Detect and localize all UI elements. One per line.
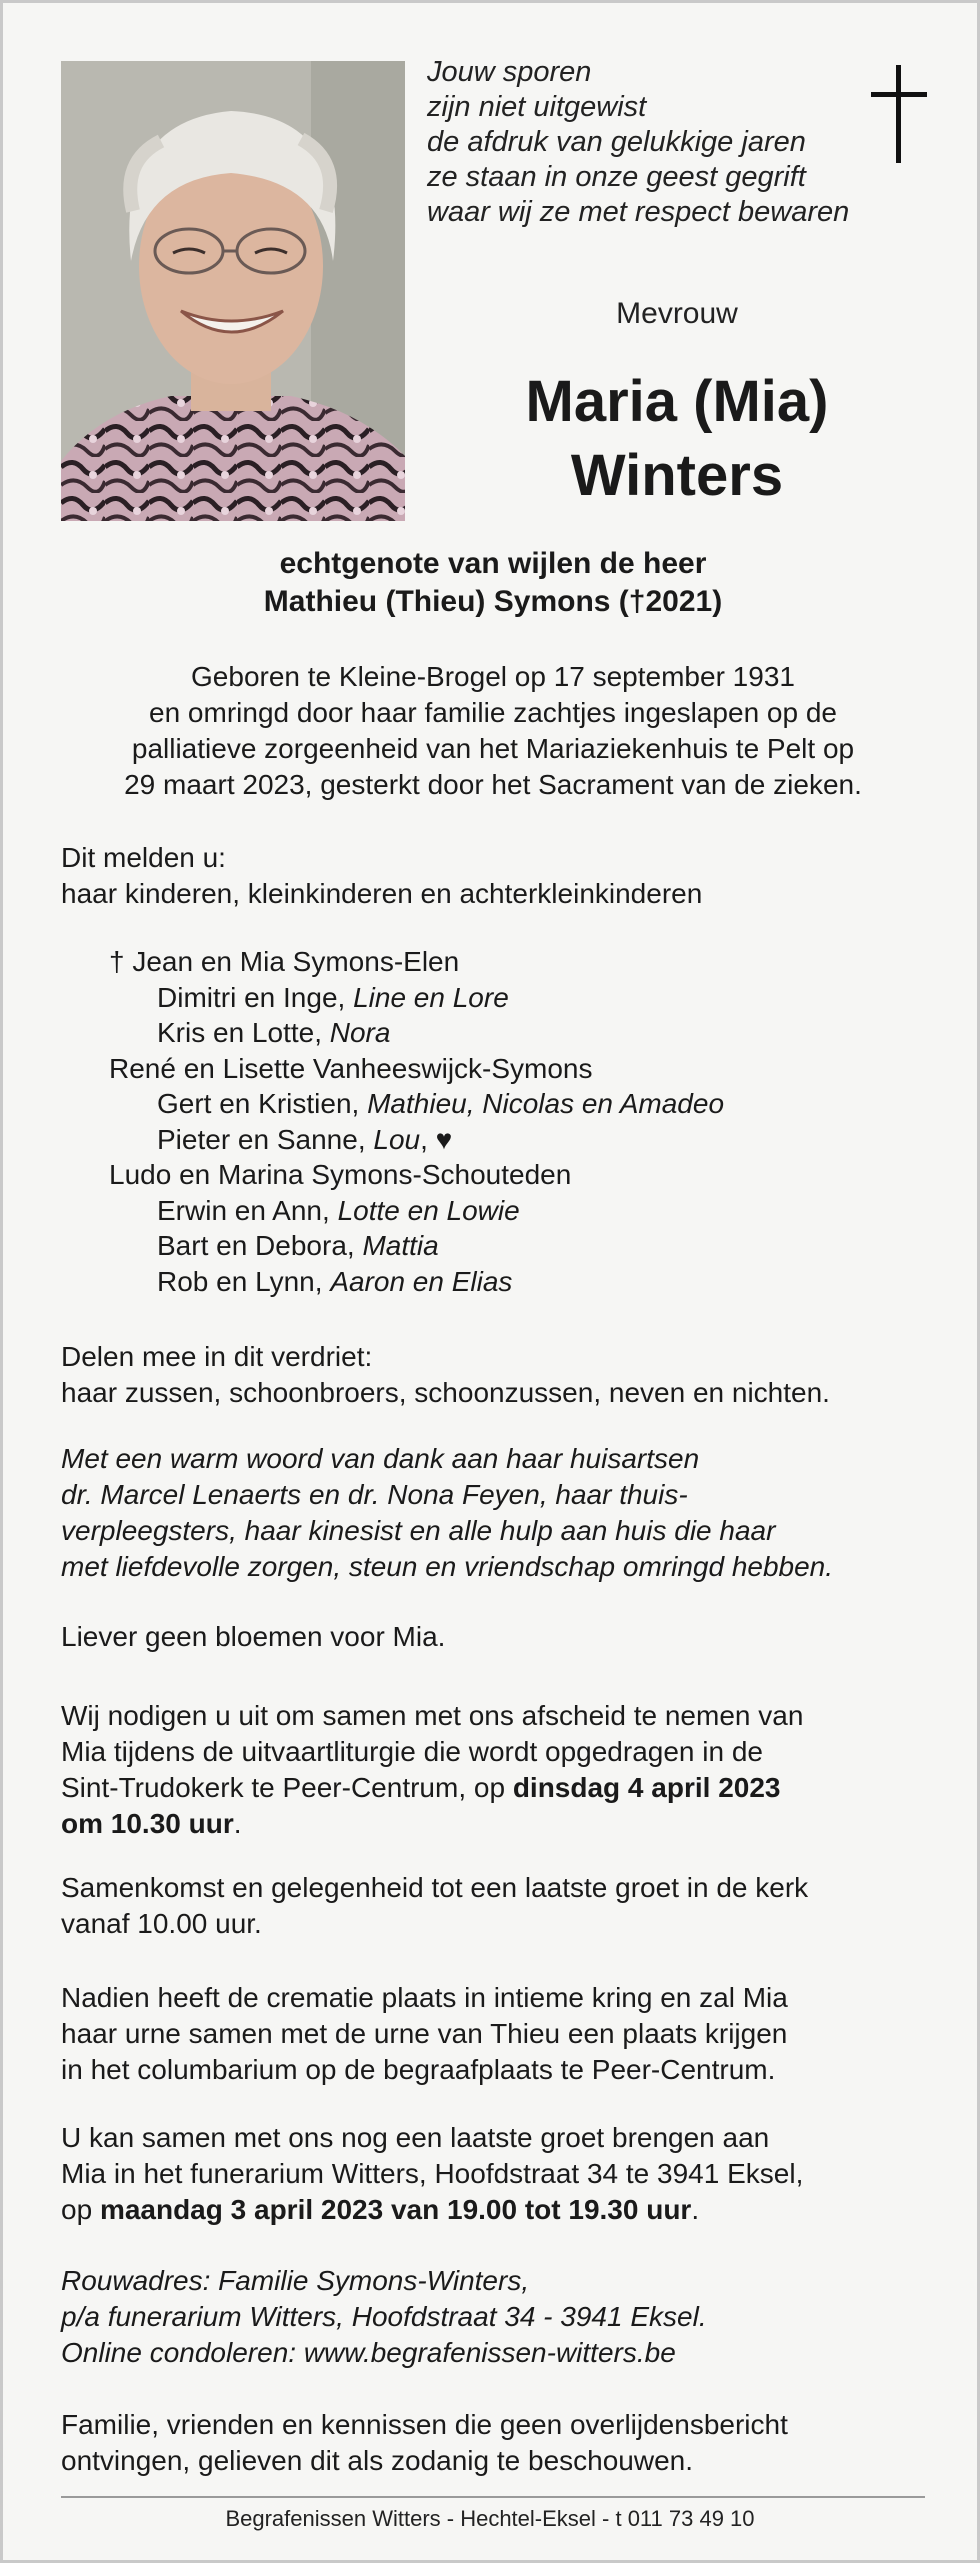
spouse-info — [43, 545, 943, 621]
visit-line: op maandag 3 april 2023 van 19.00 tot 19.30 uur. — [61, 2194, 700, 2225]
share-grief — [61, 1339, 931, 1411]
family-line: Kris en Lotte, Nora — [157, 1017, 391, 1048]
invite-line: Mia tijdens de uitvaartliturgie die wordt opgedragen in de — [61, 1736, 763, 1767]
born-line: en omringd door haar familie zachtjes ingeslapen op de — [149, 697, 837, 728]
closing-line: ontvingen, gelieven dit als zodanig te beschouwen. — [61, 2445, 693, 2476]
announce-line: haar kinderen, kleinkinderen en achterkleinkinderen — [61, 878, 703, 909]
honorific: Mevrouw — [616, 297, 738, 330]
closing-note — [61, 2407, 931, 2479]
family-line: Dimitri en Inge, Line en Lore — [157, 981, 509, 1013]
cremation-line: Nadien heeft de crematie plaats in intieme kring en zal Mia — [61, 1982, 788, 2013]
announcement — [61, 840, 931, 912]
family-line: Bart en Debora, Mattia — [157, 1230, 439, 1261]
family-line: Gert en Kristien, Mathieu, Nicolas en Amadeo — [157, 1088, 725, 1119]
closing-line: Familie, vrienden en kennissen die geen overlijdensbericht — [61, 2409, 788, 2440]
spouse-line: echtgenote van wijlen de heer — [279, 547, 707, 580]
funeral-home-footer: Begrafenissen Witters - Hechtel-Eksel - t 011 73 49 10 — [225, 2506, 755, 2531]
spouse-line: Mathieu (Thieu) Symons (†2021) — [263, 585, 723, 618]
born-line: palliatieve zorgeenheid van het Mariaziekenhuis te Pelt op — [131, 733, 855, 764]
poem-line: ze staan in onze geest gegrift — [427, 161, 806, 193]
cremation-info — [61, 1980, 931, 2088]
share-line: Delen mee in dit verdriet: — [61, 1341, 373, 1372]
family-line: Erwin en Ann, Lotte en Lowie — [157, 1194, 520, 1226]
address-line: Rouwadres: Familie Symons-Winters, — [61, 2265, 530, 2296]
cremation-line: in het columbarium op de begraafplaats te Peer-Centrum. — [61, 2054, 776, 2085]
share-line: haar zussen, schoonbroers, schoonzussen, neven en nichten. — [61, 1377, 830, 1408]
invite-line: om 10.30 uur. — [61, 1808, 242, 1839]
address-line: Online condoleren: www.begrafenissen-witters.be — [61, 2337, 676, 2368]
announce-line: Dit melden u: — [61, 842, 226, 873]
born-line: Geboren te Kleine-Brogel op 17 september 1931 — [191, 661, 795, 692]
birth-death-info — [43, 659, 943, 803]
thanks-paragraph — [61, 1441, 931, 1585]
deceased-name — [427, 365, 927, 513]
no-flowers: Liever geen bloemen voor Mia. — [61, 1621, 446, 1652]
cremation-line: haar urne samen met de urne van Thieu een plaats krijgen — [61, 2018, 788, 2049]
poem-line: Jouw sporen — [427, 56, 592, 88]
cross-icon — [871, 65, 927, 163]
thanks-line: Met een warm woord van dank aan haar huisartsen — [61, 1443, 700, 1474]
thanks-line: dr. Marcel Lenaerts en dr. Nona Feyen, haar thuis- — [61, 1479, 688, 1510]
funeral-invitation — [61, 1698, 931, 1842]
family-line: Ludo en Marina Symons-Schouteden — [109, 1159, 572, 1190]
mourning-address — [61, 2263, 931, 2371]
thanks-line: verpleegsters, haar kinesist en alle hulp aan huis die haar — [61, 1515, 776, 1546]
invite-line: Wij nodigen u uit om samen met ons afscheid te nemen van — [61, 1700, 804, 1731]
footer-divider — [61, 2496, 925, 2498]
family-line: René en Lisette Vanheeswijck-Symons — [109, 1052, 593, 1084]
poem — [427, 55, 867, 230]
family-line: Pieter en Sanne, Lou, ♥ — [157, 1123, 453, 1155]
visit-line: Mia in het funerarium Witters, Hoofdstraat 34 te 3941 Eksel, — [61, 2158, 804, 2189]
gathering-line: vanaf 10.00 uur. — [61, 1908, 262, 1939]
name-line-1: Maria (Mia) — [525, 369, 829, 434]
visit-line: U kan samen met ons nog een laatste groet brengen aan — [61, 2122, 770, 2153]
gathering-line: Samenkomst en gelegenheid tot een laatste groet in de kerk — [61, 1872, 809, 1903]
thanks-line: met liefdevolle zorgen, steun en vriendschap omringd hebben. — [61, 1551, 834, 1582]
invite-line: Sint-Trudokerk te Peer-Centrum, op dinsdag 4 april 2023 — [61, 1772, 781, 1803]
gathering-info — [61, 1870, 931, 1942]
visitation-info — [61, 2120, 931, 2228]
portrait-photo — [61, 61, 405, 521]
born-line: 29 maart 2023, gesterkt door het Sacrament van de zieken. — [124, 769, 862, 800]
family-line: Rob en Lynn, Aaron en Elias — [157, 1265, 513, 1297]
family-line: † Jean en Mia Symons-Elen — [109, 946, 460, 977]
address-line: p/a funerarium Witters, Hoofdstraat 34 - 3941 Eksel. — [61, 2301, 707, 2332]
poem-line: zijn niet uitgewist — [427, 91, 647, 123]
poem-line: de afdruk van gelukkige jaren — [427, 126, 806, 158]
name-line-2: Winters — [570, 443, 784, 508]
poem-line: waar wij ze met respect bewaren — [427, 196, 850, 228]
family-list — [61, 944, 931, 1299]
